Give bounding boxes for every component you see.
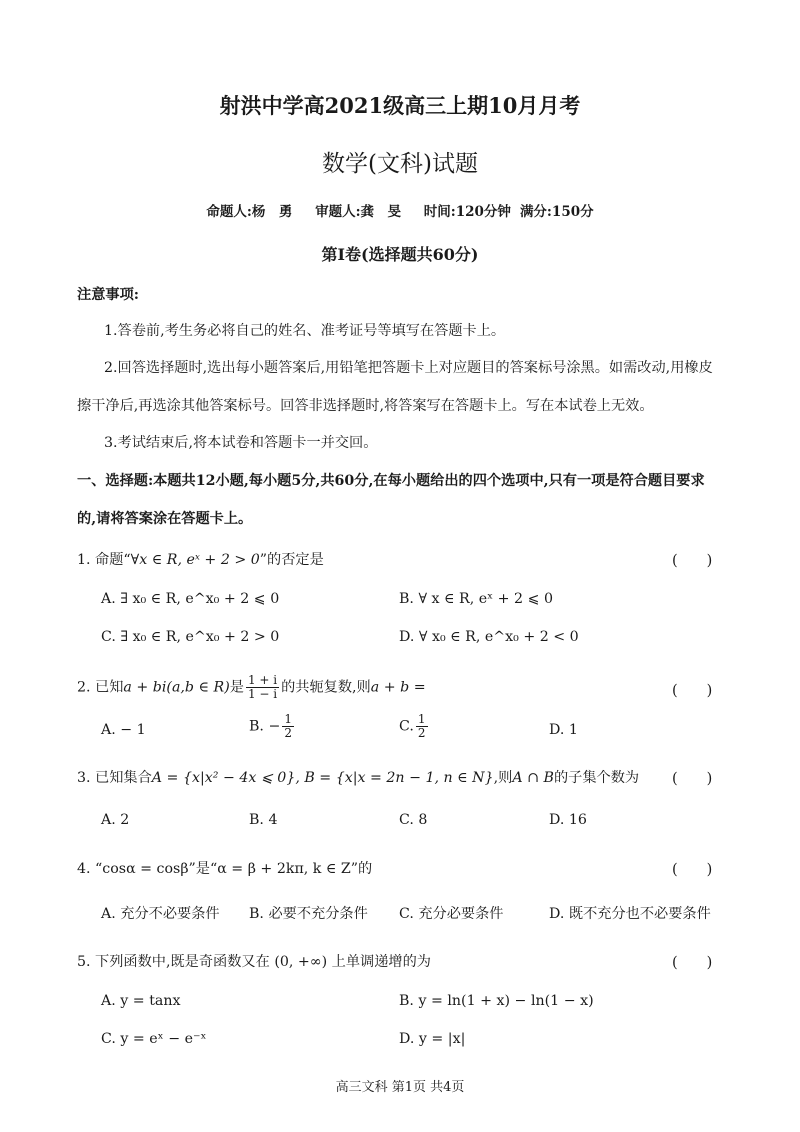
note-item-2: 2.回答选择题时,选出每小题答案后,用铅笔把答题卡上对应题目的答案标号涂黑。如需改动,用橡皮 (104, 360, 713, 376)
volume-title: 第Ⅰ卷(选择题共60分) (321, 245, 479, 264)
q3-prefix: 3. 已知集合 (77, 770, 152, 786)
exam-meta (0, 200, 800, 220)
q2-c-den: 2 (417, 726, 426, 740)
q1-prefix: 1. 命题“∀ (77, 552, 140, 568)
page-footer: 高三文科 第1页 共4页 (335, 1080, 465, 1095)
section1-instructions-cont: 的,请将答案涂在答题卡上。 (77, 511, 253, 527)
q2-prefix: 2. 已知 (77, 679, 124, 696)
note-item-3: 3.考试结束后,将本试卷和答题卡一并交回。 (104, 435, 378, 451)
full-score: 满分:150分 (519, 204, 594, 220)
q2-ask: a + b = (370, 679, 426, 696)
q4-answer-paren: ( ) (672, 862, 713, 878)
notes-heading: 注意事项: (77, 287, 139, 303)
q2-option-c[interactable] (399, 713, 430, 740)
q2-c-num: 1 (417, 712, 426, 726)
q2-b-den: 2 (284, 726, 292, 740)
q4-option-c[interactable]: C. 充分必要条件 (399, 906, 504, 922)
q2-frac-den: 1 − i (247, 687, 278, 701)
question-4-stem: 4. “cosα = cosβ”是“α = β + 2kπ, k ∈ Z”的 (77, 861, 373, 877)
question-3-stem (77, 767, 639, 787)
q3-option-b[interactable]: B. 4 (249, 812, 278, 828)
q2-expr: a + bi(a,b ∈ R) (123, 679, 230, 696)
q5-option-c[interactable]: C. y = eˣ − e⁻ˣ (101, 1031, 207, 1047)
q3-intersection: A ∩ B (512, 770, 554, 786)
subject-title: 数学(文科)试题 (322, 151, 478, 177)
q3-sets: A = {x|x² − 4x ⩽ 0}, B = {x|x = 2n − 1, n ∈ N} (151, 770, 494, 786)
q3-mid: ,则 (493, 770, 513, 786)
q5-option-a[interactable]: A. y = tanx (101, 993, 181, 1009)
q1-answer-paren: ( ) (672, 553, 713, 569)
question-5-stem: 5. 下列函数中,既是奇函数又在 (0, +∞) 上单调递增的为 (77, 954, 431, 970)
q2-fraction (246, 674, 279, 701)
q4-option-d[interactable]: D. 既不充分也不必要条件 (549, 906, 711, 922)
q1-option-c[interactable]: C. ∃ x₀ ∈ R, e^x₀ + 2 > 0 (101, 629, 280, 645)
q1-option-d[interactable]: D. ∀ x₀ ∈ R, e^x₀ + 2 < 0 (399, 629, 579, 645)
q2-option-d[interactable]: D. 1 (549, 722, 578, 738)
question-1-stem (77, 549, 324, 569)
section1-instructions: 一、选择题:本题共12小题,每小题5分,共60分,在每小题给出的四个选项中,只有一项是符合题目要求 (77, 473, 705, 489)
q2-b-num: 1 (284, 712, 292, 726)
q3-suffix: 的子集个数为 (553, 770, 640, 786)
q5-option-d[interactable]: D. y = |x| (399, 1031, 466, 1047)
q2-suffix: 的共轭复数,则 (281, 679, 371, 696)
note-item-2-cont: 擦干净后,再选涂其他答案标号。回答非选择题时,将答案写在答题卡上。写在本试卷上无效。 (77, 398, 654, 414)
q2-c-fraction (416, 713, 428, 740)
q1-option-b[interactable]: B. ∀ x ∈ R, eˣ + 2 ⩽ 0 (399, 591, 554, 607)
q2-frac-num: 1 + i (247, 673, 278, 687)
exam-time: 时间:120分钟 (423, 204, 511, 220)
author: 命题人:杨 勇 (206, 204, 293, 220)
q3-option-a[interactable]: A. 2 (101, 812, 130, 828)
q1-suffix: ”的否定是 (259, 552, 324, 568)
q5-option-b[interactable]: B. y = ln(1 + x) − ln(1 − x) (399, 993, 594, 1009)
q5-answer-paren: ( ) (672, 955, 713, 971)
q2-mid: 是 (229, 679, 244, 696)
q1-condition: x ∈ R, eˣ + 2 > 0 (139, 552, 260, 568)
q4-option-b[interactable]: B. 必要不充分条件 (249, 906, 368, 922)
q2-option-b[interactable] (249, 713, 296, 740)
q3-option-d[interactable]: D. 16 (549, 812, 587, 828)
q3-answer-paren: ( ) (672, 771, 713, 787)
q2-b-prefix: B. − (249, 718, 281, 735)
q2-option-a[interactable]: A. − 1 (101, 722, 146, 738)
q2-c-prefix: C. (399, 718, 414, 735)
q4-option-a[interactable]: A. 充分不必要条件 (101, 906, 220, 922)
q1-option-a[interactable]: A. ∃ x₀ ∈ R, e^x₀ + 2 ⩽ 0 (101, 591, 280, 607)
q2-b-fraction (282, 713, 294, 740)
reviewer: 审题人:龚 旻 (315, 204, 402, 220)
question-2-stem (77, 674, 426, 701)
q2-answer-paren: ( ) (672, 683, 713, 699)
note-item-1: 1.答卷前,考生务必将自己的姓名、准考证号等填写在答题卡上。 (104, 323, 506, 339)
school-title: 射洪中学高2021级高三上期10月月考 (219, 93, 581, 118)
q3-option-c[interactable]: C. 8 (399, 812, 428, 828)
